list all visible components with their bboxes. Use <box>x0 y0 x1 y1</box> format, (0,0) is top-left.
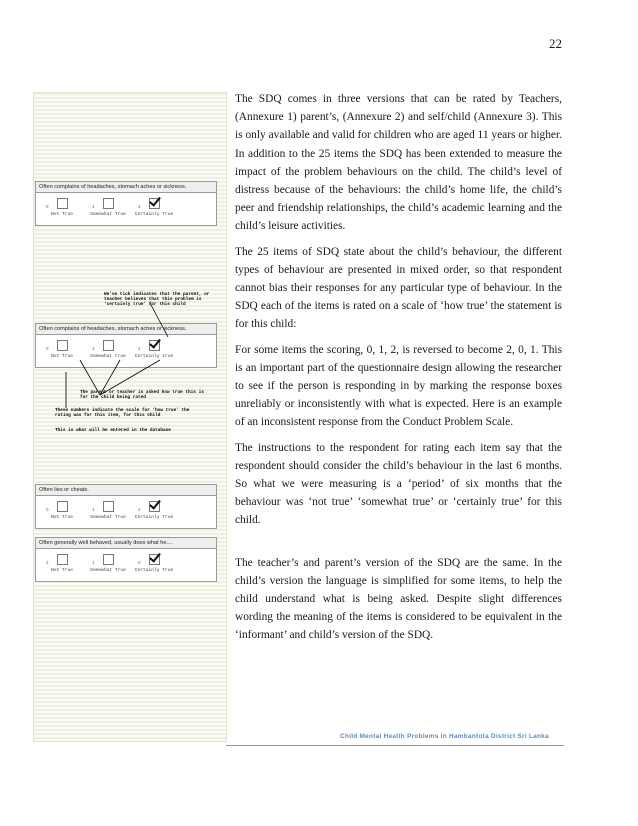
option-label: Certainly True <box>134 515 174 520</box>
paragraph-items: The 25 items of SDQ state about the child’s behaviour, the different types of behaviour are presented in mixed order, so that respondent cannot bias their responses for any particular type of behaviour. In the SDQ each of the items is rated on a scale of ‘how true’ the statement is for this child: <box>235 245 562 331</box>
option-label: Certainly True <box>134 568 174 573</box>
sdq-item-box <box>35 537 217 582</box>
option-score: 1 <box>92 346 95 351</box>
option-label: Somewhat True <box>90 515 126 520</box>
option-label: Somewhat True <box>90 568 126 573</box>
option-score: 0 <box>46 507 49 512</box>
option-label: Not True <box>50 568 74 573</box>
footer-title: Child Mental Health Problems in Hambantota District Sri Lanka <box>340 733 549 740</box>
annotation-database-note: This is what will be entered in the database <box>55 428 171 433</box>
paragraph-instructions: The instructions to the respondent for rating each item say that the respondent should consider the child’s behaviour in the last 6 months. So what we were measuring is a ‘period’ of six months that the behaviour was ‘not true’ ‘somewhat true’ or ‘certainly true’ for this child. <box>235 441 562 527</box>
option-score: 0 <box>138 560 141 565</box>
checkbox[interactable] <box>103 501 114 512</box>
main-text <box>235 90 562 652</box>
option-label: Somewhat True <box>90 212 126 217</box>
option-label: Not True <box>50 212 74 217</box>
paragraph-child-version: The teacher’s and parent’s version of the SDQ are the same. In the child’s version the language is simplified for some items, to help the child understand what is being asked. Despite slight differences wording the meaning of the items is considered to be equivalent in the ‘informant’ and child’s version of the SDQ. <box>235 556 562 642</box>
option-not-true <box>42 498 82 520</box>
annotation-question-note: The parent or teacher is asked how true this is for the child being rated <box>80 390 204 401</box>
option-score: 2 <box>138 346 141 351</box>
paragraph-versions: The SDQ comes in three versions that can be rated by Teachers, (Annexure 1) parent’s, (Annexure 2) and self/child (Annexure 3). This is only available and valid for children who are aged 11 years or higher. In addition to the 25 items the SDQ has been extended to measure the impact of the problem behaviours on the child. The child’s level of distress because of the behaviours: the child’s home life, the child’s peer and friendship relationships, the child’s academic learning and the child’s leisure activities. <box>235 93 562 233</box>
option-certainly-true <box>134 551 174 573</box>
paragraph-scoring: For some items the scoring, 0, 1, 2, is reversed to become 2, 0, 1. This is an important part of the questionnaire design allowing the researcher to see if the person is responding in by marking the response boxes unreliably or inconsistently with what is expected. Here is an example of an inconsistent response from the Conduct Problem Scale. <box>235 343 562 429</box>
option-label: Certainly True <box>134 212 174 217</box>
option-score: 2 <box>138 204 141 209</box>
sdq-item-box <box>35 484 217 529</box>
option-label: Somewhat true <box>90 354 126 359</box>
sdq-item-question: Often generally well behaved, usually does what he.... <box>36 538 216 549</box>
sdq-item-question: Often complains of headaches, stomach aches or sickness. <box>36 182 216 193</box>
checkbox[interactable] <box>103 554 114 565</box>
sdq-options <box>36 496 216 528</box>
checked-checkbox[interactable] <box>149 501 160 512</box>
checked-checkbox[interactable] <box>149 554 160 565</box>
option-score: 1 <box>92 560 95 565</box>
sdq-options <box>36 549 216 581</box>
arrow-line <box>150 303 168 337</box>
checkbox[interactable] <box>57 554 68 565</box>
option-score: 1 <box>92 507 95 512</box>
sdq-item-question: Often complains of headaches, stomach aches or sickness. <box>36 324 216 335</box>
option-score: 0 <box>46 346 49 351</box>
page-number: 22 <box>549 36 562 51</box>
option-score: 2 <box>46 560 49 565</box>
option-not-true <box>42 551 82 573</box>
checkbox[interactable] <box>57 501 68 512</box>
option-score: 2 <box>138 507 141 512</box>
option-score: 1 <box>92 204 95 209</box>
annotation-scale-note: These numbers indicate the scale for ‘how true’ the rating was for this item, for this child <box>55 408 190 419</box>
option-somewhat-true <box>88 498 128 520</box>
option-somewhat-true <box>88 551 128 573</box>
option-label: Not True <box>50 515 74 520</box>
option-label: Not True <box>50 354 74 359</box>
option-label: Certainly true <box>134 354 174 359</box>
annotation-tick-note: We’ve tick indicates that the parent, or teacher believes that this problem is ‘certainly true’ for this child <box>104 292 210 308</box>
option-certainly-true <box>134 498 174 520</box>
footer-rule <box>226 745 564 746</box>
option-score: 0 <box>46 204 49 209</box>
sdq-item-question: Often lies or cheats. <box>36 485 216 496</box>
